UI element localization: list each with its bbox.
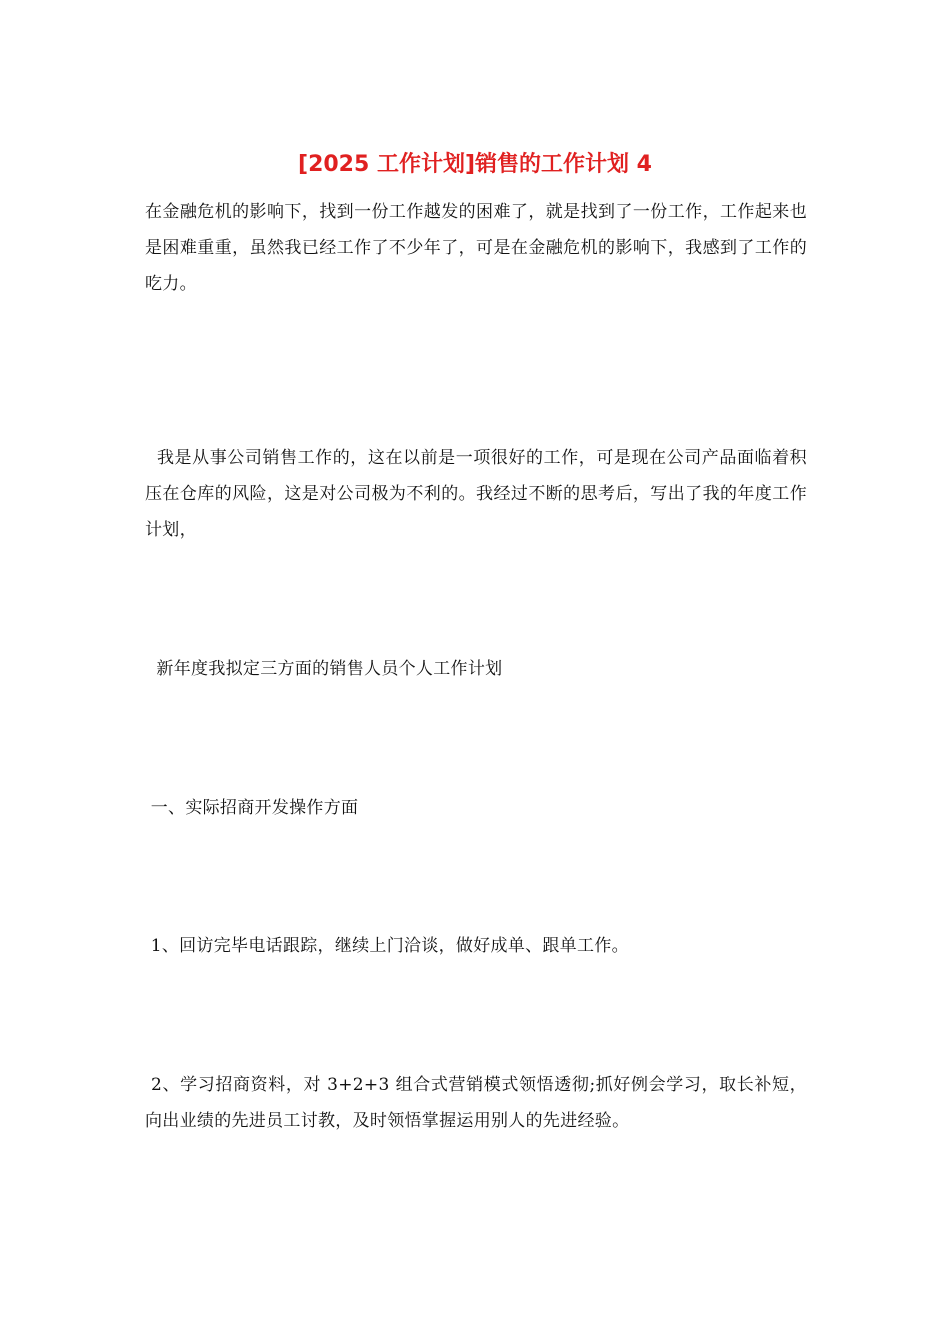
paragraph-plan-intro: 新年度我拟定三方面的销售人员个人工作计划 <box>145 659 503 679</box>
list-item-1: 1、回访完毕电话跟踪，继续上门洽谈，做好成单、跟单工作。 <box>145 936 629 956</box>
list-item-2: 2、学习招商资料，对 3+2+3 组合式营销模式领悟透彻;抓好例会学习，取长补短，向出业绩的先进员工讨教，及时领悟掌握运用别人的先进经验。 <box>145 1075 807 1131</box>
paragraph-background: 我是从事公司销售工作的，这在以前是一项很好的工作，可是现在公司产品面临着积压在仓库的风险，这是对公司极为不利的。我经过不断的思考后，写出了我的年度工作计划， <box>145 448 807 540</box>
document-title: [2025 工作计划]销售的工作计划 4 <box>298 152 652 177</box>
paragraph-intro: 在金融危机的影响下，找到一份工作越发的困难了，就是找到了一份工作，工作起来也是困难重重，虽然我已经工作了不少年了，可是在金融危机的影响下，我感到了工作的吃力。 <box>145 202 807 294</box>
section-heading-1: 一、实际招商开发操作方面 <box>145 798 359 818</box>
